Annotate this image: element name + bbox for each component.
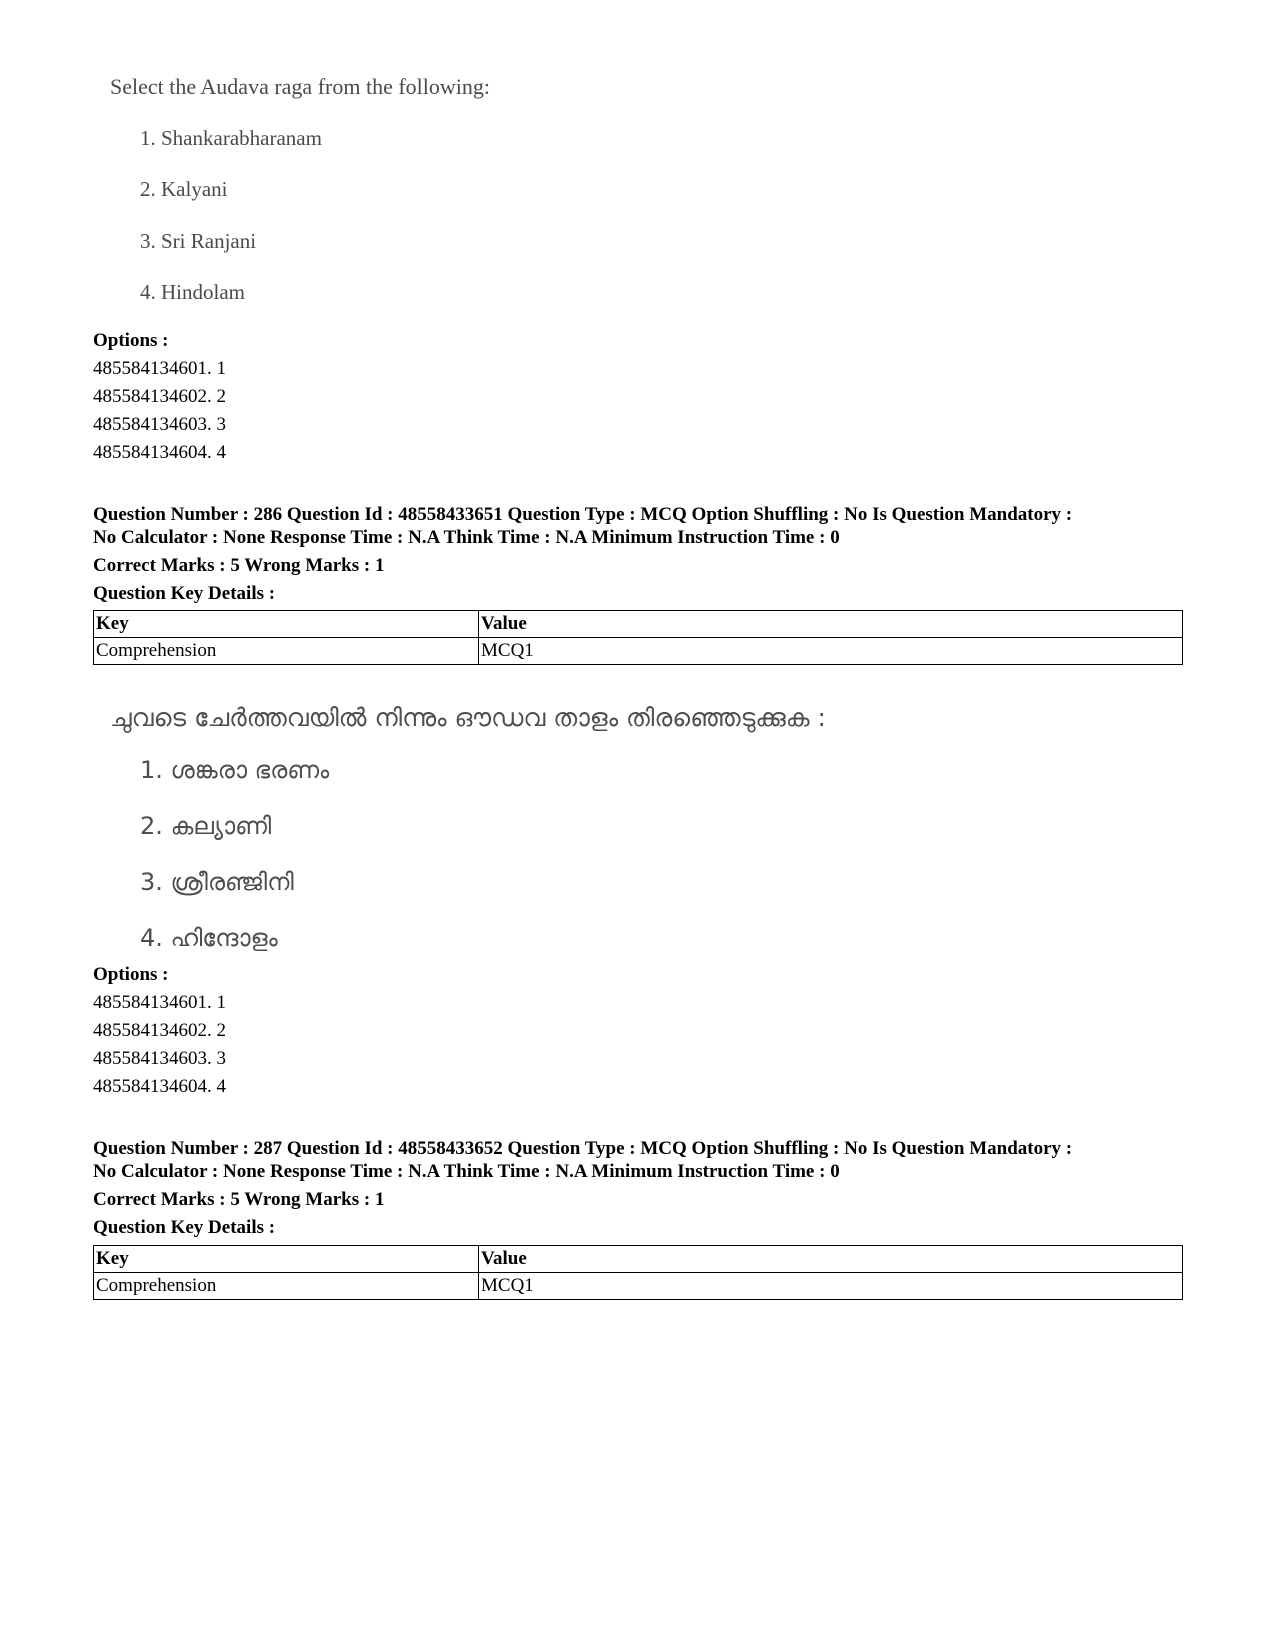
question-item-2: 2. Kalyani: [140, 177, 228, 201]
question-header-line2: No Calculator : None Response Time : N.A Think Time : N.A Minimum Instruction Time : 0: [93, 527, 840, 548]
table-cell-key: Comprehension: [94, 638, 479, 665]
question-key-table: [93, 1245, 1183, 1300]
option-line: 485584134602. 2: [93, 386, 226, 407]
table-header-row: [94, 611, 1183, 638]
question-item-1: 1. Shankarabharanam: [140, 126, 322, 150]
question-item-3: 3. Sri Ranjani: [140, 229, 257, 253]
table-header-key: Key: [94, 611, 479, 638]
option-line: 485584134601. 1: [93, 992, 226, 1013]
question-key-details-label: Question Key Details :: [93, 583, 276, 604]
question-stem-english: Select the Audava raga from the following:: [110, 74, 490, 99]
option-line: 485584134604. 4: [93, 442, 226, 463]
option-line: 485584134604. 4: [93, 1076, 226, 1097]
table-header-row: [94, 1246, 1183, 1273]
option-line: 485584134603. 3: [93, 1048, 226, 1069]
option-line: 485584134601. 1: [93, 358, 226, 379]
question-item-1: 1. ശങ്കരാ ഭരണം: [140, 756, 330, 784]
question-stem-malayalam: ചുവടെ ചേർത്തവയിൽ നിന്നും ഔഡവ താളം തിരഞ്ഞെടുക്കുക :: [110, 703, 826, 732]
question-marks: Correct Marks : 5 Wrong Marks : 1: [93, 1189, 385, 1210]
table-header-key: Key: [94, 1246, 479, 1273]
table-row: [94, 638, 1183, 665]
table-cell-value: MCQ1: [479, 638, 1183, 665]
options-label: Options :: [93, 330, 169, 351]
option-line: 485584134603. 3: [93, 414, 226, 435]
question-item-2: 2. കല്യാണി: [140, 812, 272, 840]
question-item-4: 4. Hindolam: [140, 280, 245, 304]
question-header-line1: Question Number : 287 Question Id : 48558433652 Question Type : MCQ Option Shuffling : No Is Question Mandatory :: [93, 1138, 1073, 1159]
options-label: Options :: [93, 964, 169, 985]
question-key-details-label: Question Key Details :: [93, 1217, 276, 1238]
table-cell-key: Comprehension: [94, 1273, 479, 1300]
question-key-table: [93, 610, 1183, 665]
question-header-line1: Question Number : 286 Question Id : 48558433651 Question Type : MCQ Option Shuffling : No Is Question Mandatory :: [93, 504, 1073, 525]
table-header-value: Value: [479, 1246, 1183, 1273]
question-item-3: 3. ശ്രീരഞ്ജിനി: [140, 868, 294, 896]
question-item-4: 4. ഹിന്ദോളം: [140, 924, 278, 952]
question-header-line2: No Calculator : None Response Time : N.A Think Time : N.A Minimum Instruction Time : 0: [93, 1161, 840, 1182]
table-row: [94, 1273, 1183, 1300]
table-header-value: Value: [479, 611, 1183, 638]
option-line: 485584134602. 2: [93, 1020, 226, 1041]
table-cell-value: MCQ1: [479, 1273, 1183, 1300]
question-marks: Correct Marks : 5 Wrong Marks : 1: [93, 555, 385, 576]
